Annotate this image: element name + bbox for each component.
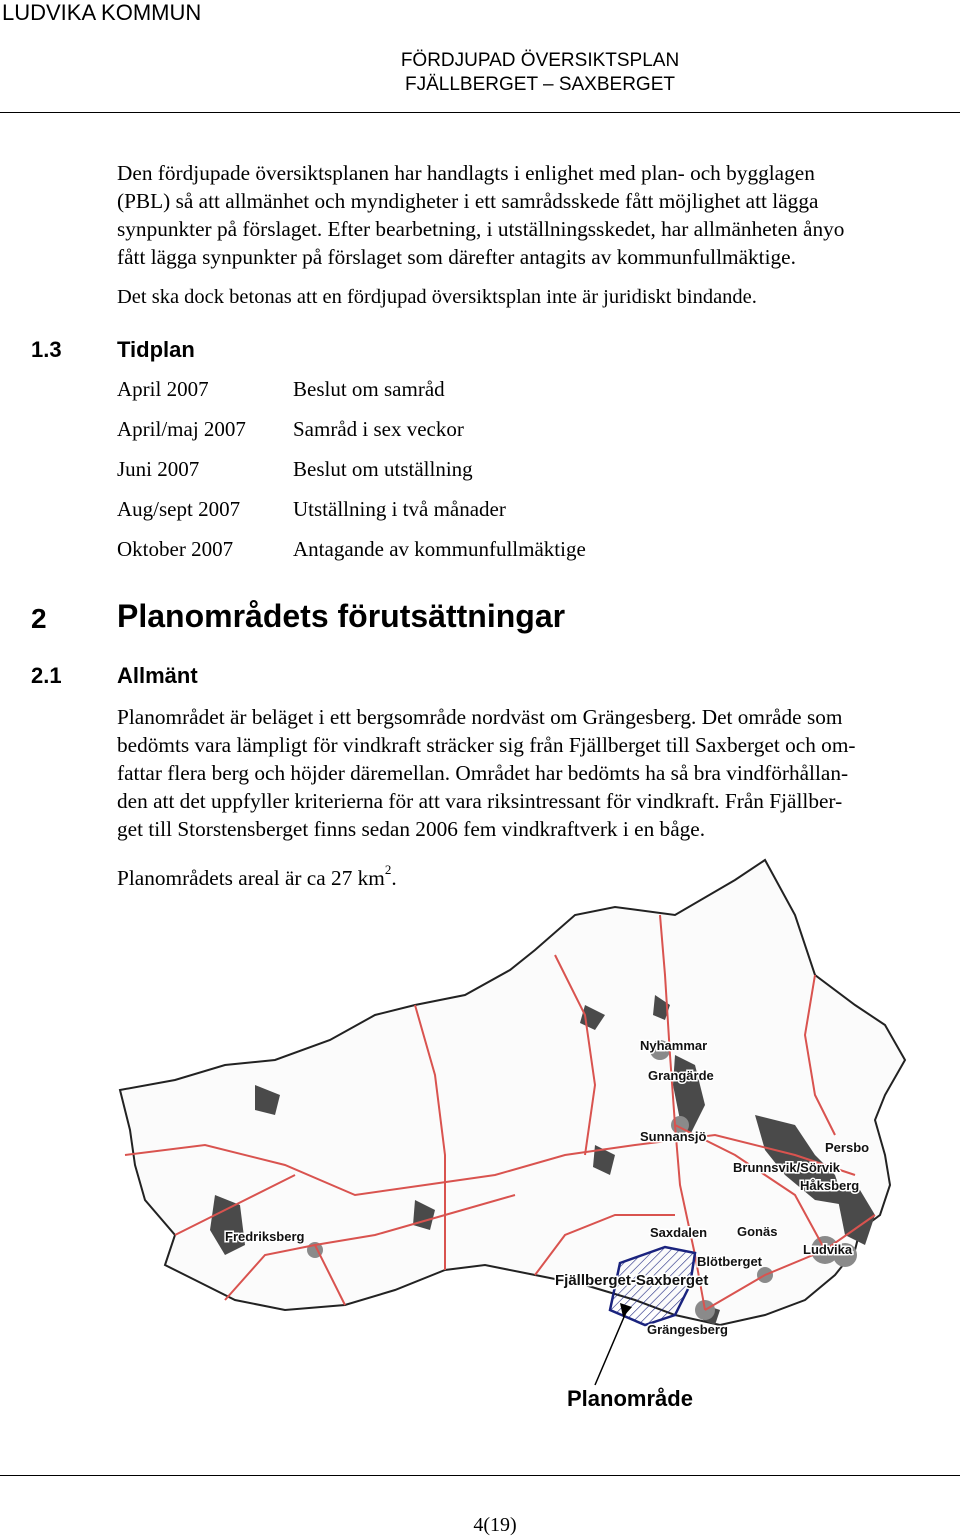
section-title: Allmänt	[117, 663, 198, 688]
general-line: den att det uppfyller kriterierna för att vara riksintressant för vindkraft. Från Fjällber-	[117, 789, 843, 813]
timeline-event: Utställning i två månader	[293, 497, 506, 521]
page-number: 4(19)	[473, 1514, 517, 1536]
chapter-number: 2	[31, 603, 47, 634]
timeline-event: Antagande av kommunfullmäktige	[293, 537, 586, 561]
plan-area-callout: Planområde	[567, 1386, 693, 1411]
area-statement	[117, 862, 397, 891]
map-label-persbo: Persbo	[825, 1140, 870, 1155]
chapter-title: Planområdets förutsättningar	[117, 598, 566, 634]
area-superscript: 2	[384, 862, 392, 877]
area-text: Planområdets areal är ca 27 km	[117, 866, 385, 890]
timeline-event: Beslut om samråd	[293, 377, 445, 401]
legal-note: Det ska dock betonas att en fördjupad översiktsplan inte är juridiskt bindande.	[117, 286, 757, 308]
general-line: bedömts vara lämpligt för vindkraft sträcker sig från Fjällberget till Saxberget och om-	[117, 733, 856, 757]
map-label-grangarde: Grangärde	[648, 1068, 714, 1083]
section-number: 2.1	[31, 663, 62, 688]
map-label-fjallberget-saxberget: Fjällberget-Saxberget	[555, 1272, 709, 1289]
intro-line: (PBL) så att allmänhet och myndigheter i ett samrådsskede fått möjlighet att lägga	[117, 189, 819, 213]
map-label-nyhammar: Nyhammar	[640, 1038, 708, 1053]
timeline-date: Juni 2007	[117, 457, 200, 481]
map-label-ludvika: Ludvika	[803, 1242, 853, 1257]
footer-divider	[0, 1475, 960, 1476]
timeline-date: April 2007	[117, 377, 209, 401]
map-label-gonas: Gonäs	[737, 1224, 778, 1239]
municipality-map	[115, 855, 955, 1455]
intro-line: Den fördjupade översiktsplanen har handlagts i enlighet med plan- och bygglagen	[117, 161, 815, 185]
document-title: FÖRDJUPAD ÖVERSIKTSPLAN	[400, 50, 680, 71]
header-divider	[0, 112, 960, 113]
timeline-date: Oktober 2007	[117, 537, 234, 561]
intro-line: fått lägga synpunkter på förslaget som därefter antagits av kommunfullmäktige.	[117, 245, 796, 269]
map-label-haksberg: Håksberg	[800, 1178, 860, 1193]
general-line: Planområdet är beläget i ett bergsområde nordväst om Grängesberg. Det område som	[117, 705, 843, 729]
document-subtitle: FJÄLLBERGET – SAXBERGET	[405, 74, 675, 95]
org-name: LUDVIKA KOMMUN	[2, 0, 202, 25]
map-label-sunnansjo: Sunnansjö	[640, 1129, 707, 1144]
map-label-grangesberg: Grängesberg	[647, 1322, 728, 1337]
municipality-boundary	[120, 860, 905, 1325]
timeline-event: Samråd i sex veckor	[293, 417, 464, 441]
general-paragraph	[117, 703, 947, 843]
intro-line: synpunkter på förslaget. Efter bearbetning, i utställningsskedet, har allmänheten ånyo	[117, 217, 845, 241]
map-label-blotberget: Blötberget	[697, 1254, 762, 1269]
section-number: 1.3	[31, 337, 62, 362]
callout-line	[595, 1310, 627, 1385]
map-label-brunnsvik: Brunnsvik/Sörvik	[733, 1160, 840, 1175]
intro-paragraph	[117, 159, 937, 271]
timeline-event: Beslut om utställning	[293, 457, 473, 481]
general-line: get till Storstensberget finns sedan 2006 fem vindkraftverk i en båge.	[117, 817, 706, 841]
area-end: .	[391, 866, 397, 890]
timeline-date: April/maj 2007	[117, 417, 246, 441]
general-line: fattar flera berg och höjder däremellan. Området har bedömts ha så bra vindförhållan-	[117, 761, 849, 785]
map-label-fredriksberg: Fredriksberg	[225, 1229, 305, 1244]
map-label-saxdalen: Saxdalen	[650, 1225, 708, 1240]
timeline-date: Aug/sept 2007	[117, 497, 241, 521]
section-title: Tidplan	[117, 337, 195, 362]
